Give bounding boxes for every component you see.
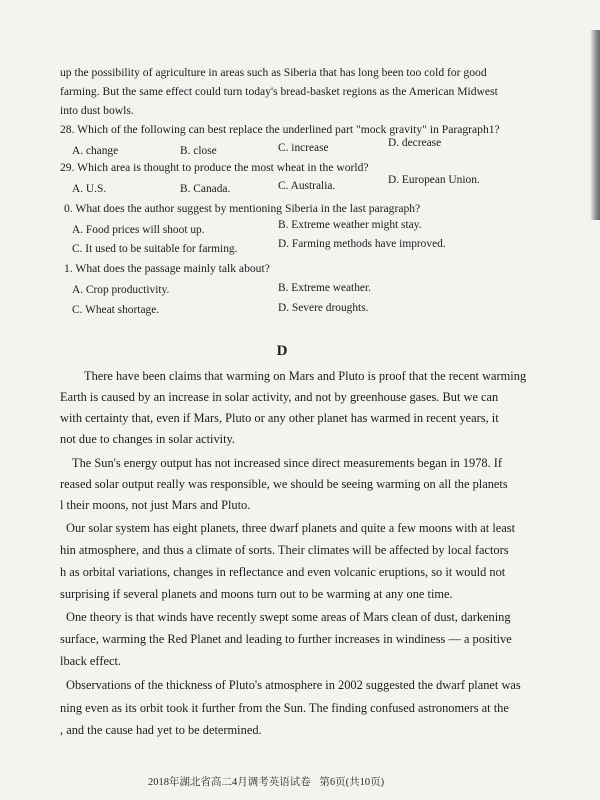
question-30-option-c: C. It used to be suitable for farming.: [72, 243, 238, 255]
paragraph-line: reased solar output really was responsible, we should be seeing warming on all the planets: [60, 477, 508, 491]
passage-tail-line: farming. But the same effect could turn today's bread-basket regions as the American Midwest: [60, 85, 498, 98]
question-stem-30: 0. What does the author suggest by mentioning Siberia in the last paragraph?: [64, 202, 421, 215]
page-footer: [148, 774, 390, 789]
paragraph-line: The Sun's energy output has not increased since direct measurements began in 1978. If: [72, 456, 503, 470]
paragraph-line: ning even as its orbit took it further from the Sun. The finding confused astronomers at the: [60, 701, 509, 715]
exam-title: 2018年湖北省高二4月调考英语试卷: [148, 777, 311, 788]
question-stem-28: 28. Which of the following can best replace the underlined part "mock gravity" in Paragraph1?: [60, 123, 500, 136]
question-30-option-b: B. Extreme weather might stay.: [278, 219, 422, 231]
paragraph-line: h as orbital variations, changes in reflectance and even volcanic eruptions, so it would not: [60, 565, 506, 579]
section-title: D: [276, 343, 288, 359]
question-29-option-a: A. U.S.: [72, 183, 107, 195]
question-31-option-b: B. Extreme weather.: [278, 282, 371, 294]
paragraph-line: surface, warming the Red Planet and leading to further increases in windiness — a positive: [60, 632, 512, 646]
page-edge-shadow: [590, 30, 600, 220]
question-28-option-c: C. increase: [278, 142, 329, 154]
paragraph-line: with certainty that, even if Mars, Pluto or any other planet has warmed in recent years, it: [60, 411, 499, 425]
question-30-option-a: A. Food prices will shoot up.: [72, 224, 205, 236]
paragraph-line: not due to changes in solar activity.: [60, 432, 236, 446]
paragraph-line: lback effect.: [60, 654, 121, 668]
question-29-option-c: C. Australia.: [278, 180, 336, 192]
question-28-option-d: D. decrease: [388, 137, 442, 149]
paragraph-line: l their moons, not just Mars and Pluto.: [60, 498, 251, 512]
paragraph-line: hin atmosphere, and thus a climate of sorts. Their climates will be affected by local factors: [60, 543, 509, 557]
question-28-option-a: A. change: [72, 145, 119, 157]
paragraph-line: Our solar system has eight planets, three dwarf planets and quite a few moons with at least: [66, 521, 516, 535]
passage-tail-line: up the possibility of agriculture in areas such as Siberia that has long been too cold for good: [60, 66, 487, 79]
paragraph-line: Observations of the thickness of Pluto's atmosphere in 2002 suggested the dwarf planet was: [66, 678, 521, 692]
question-31-option-c: C. Wheat shortage.: [72, 304, 160, 316]
question-31-option-d: D. Severe droughts.: [278, 302, 369, 314]
question-stem-31: 1. What does the passage mainly talk about?: [64, 262, 270, 275]
paragraph-line: , and the cause had yet to be determined.: [60, 723, 262, 737]
paragraph-line: Earth is caused by an increase in solar activity, and not by greenhouse gases. But we can: [60, 390, 499, 404]
paragraph-line: surprising if several planets and moons turn out to be warming at any one time.: [60, 587, 453, 601]
passage-tail-line: into dust bowls.: [60, 104, 134, 117]
paragraph-line: There have been claims that warming on Mars and Pluto is proof that the recent warming: [84, 369, 527, 383]
question-31-option-a: A. Crop productivity.: [72, 284, 170, 296]
question-29-option-d: D. European Union.: [388, 174, 480, 186]
question-29-option-b: B. Canada.: [180, 183, 231, 195]
paragraph-line: One theory is that winds have recently swept some areas of Mars clean of dust, darkening: [66, 610, 511, 624]
question-28-option-b: B. close: [180, 145, 217, 157]
question-30-option-d: D. Farming methods have improved.: [278, 238, 446, 250]
question-stem-29: 29. Which area is thought to produce the most wheat in the world?: [60, 161, 369, 174]
page-number: 第6页(共10页): [319, 777, 385, 788]
